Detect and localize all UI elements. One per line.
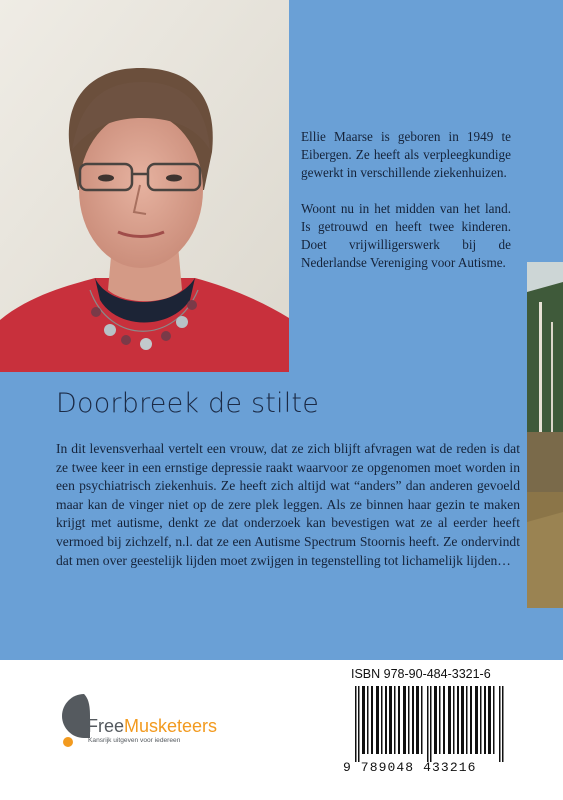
publisher-tagline: Kansrijk uitgeven voor iedereen — [88, 737, 181, 744]
author-portrait-illustration — [0, 0, 289, 372]
publisher-name-part2: Musketeers — [124, 716, 218, 736]
isbn-label: ISBN 978-90-484-3321-6 — [351, 667, 491, 681]
publisher-name — [87, 716, 217, 737]
book-title: Doorbreek de stilte — [56, 388, 320, 419]
publisher-name-part1: Free — [87, 716, 125, 736]
author-photo — [0, 0, 289, 372]
barcode-digits: 9 789048 433216 — [343, 760, 477, 775]
landscape-strip-image — [527, 262, 563, 608]
barcode-icon — [355, 686, 507, 762]
bio-paragraph: Ellie Maarse is geboren in 1949 te Eibergen. Ze heeft als verpleegkundige gewerkt in verschillende ziekenhuizen. — [301, 129, 511, 180]
bio-paragraph: Woont nu in het midden van het land. Is getrouwd en heeft twee kinderen. Doet vrijwilligerswerk bij de Nederlandse Vereniging voor Autisme. — [301, 201, 511, 270]
author-bio — [301, 128, 511, 290]
book-blurb: In dit levensverhaal vertelt een vrouw, dat ze zich blijft afvragen wat de reden is dat ze twee keer in een ernstige depressie raakt waarvoor ze opgenomen moet worden in een psychiatrisch ziekenhuis. Ze heeft zich altijd wat “anders” dan anderen gevoeld maar kan de vinger niet op de zere plek leggen. Als ze binnen haar gezin te maken krijgt met autisme, denkt ze dat onderzoek kan bevestigen wat ze al eerder heeft vermoed bij zichzelf, n.l. dat ze een Autisme Spectrum Stoornis heeft. Ze ondervindt dat men over geestelijk lijden moet zwijgen in tegenstelling tot lichamelijk lijden… — [56, 441, 520, 568]
